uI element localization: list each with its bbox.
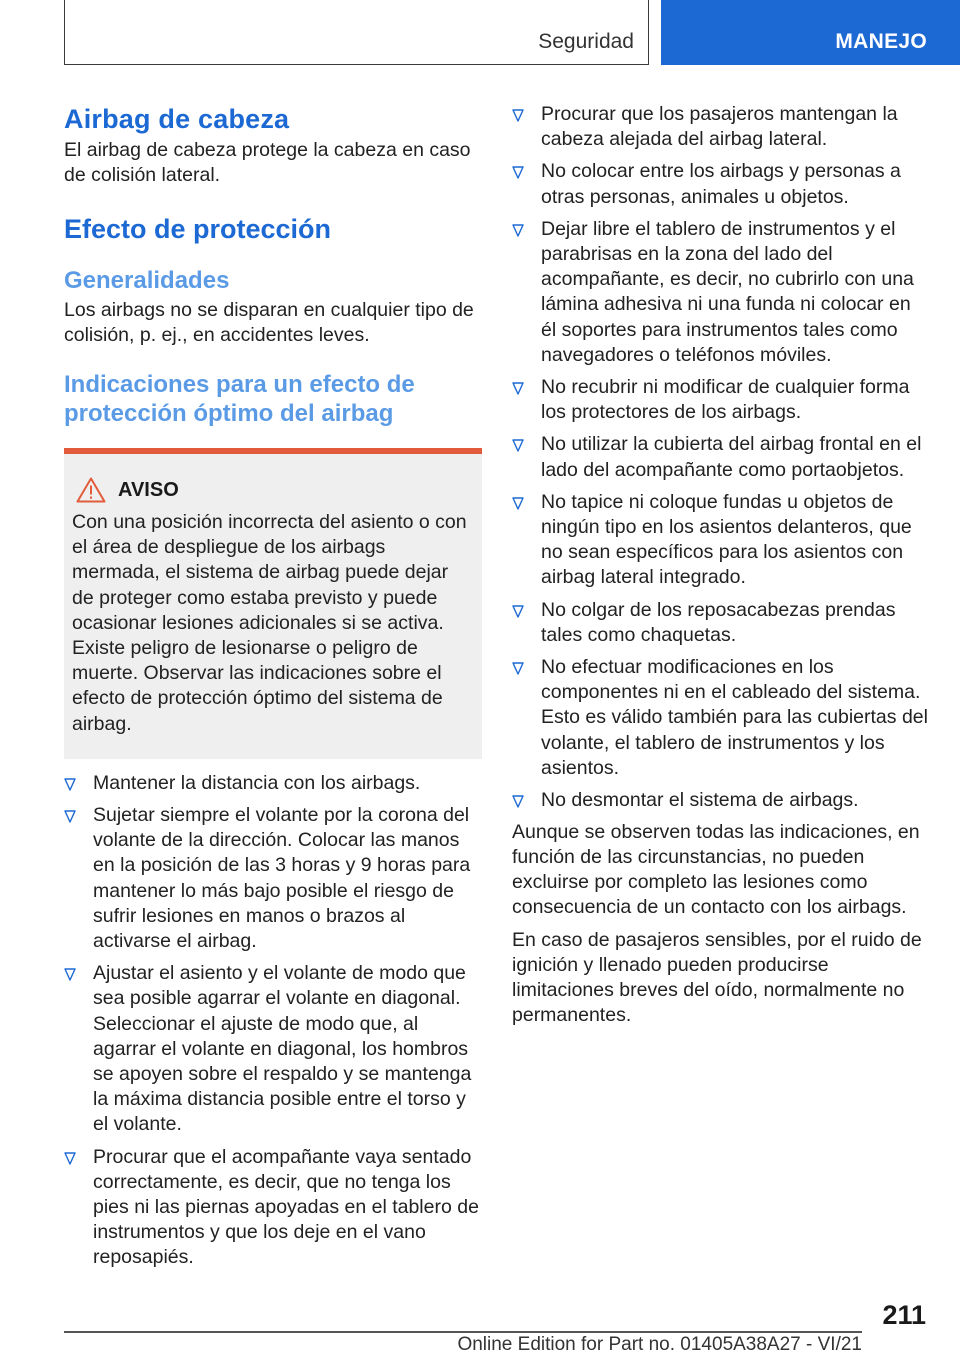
- list-item: No efectuar modificaciones en los componentes ni en el cableado del sistema. Esto es válido también para las cubiertas del volante, el tablero de instrumentos y los asientos.: [512, 655, 930, 781]
- list-item: Dejar libre el tablero de instrumentos y el parabrisas en la zona del lado del acompañante, es decir, no cubrirlo con una lámina adhesiva ni una funda ni colocar en él soportes para instrumentos tales como navegadores o teléfonos móviles.: [512, 217, 930, 368]
- triangle-bullet-icon: [512, 382, 524, 395]
- header-section-label: Seguridad: [538, 30, 634, 53]
- triangle-bullet-icon: [512, 166, 524, 179]
- triangle-bullet-icon: [512, 662, 524, 675]
- header-chapter-label: MANEJO: [835, 30, 927, 53]
- left-bullet-list: [64, 771, 482, 1271]
- section-title: Efecto de protección: [64, 214, 332, 244]
- triangle-bullet-icon: [512, 439, 524, 452]
- list-item: No desmontar el sistema de airbags.: [512, 788, 930, 813]
- triangle-bullet-icon: [64, 778, 76, 791]
- warning-title: AVISO: [118, 478, 179, 501]
- warning-box: [64, 454, 482, 759]
- subsection-title-general: Generalidades: [64, 267, 230, 294]
- list-item: Procurar que el acompañante vaya sentado correctamente, es decir, que no tenga los pies ni las piernas apoyadas en el tablero de instrumentos y que los deje en el vano reposapiés.: [64, 1145, 482, 1271]
- intro-paragraph: El airbag de cabeza protege la cabeza en caso de colisión lateral.: [64, 139, 471, 186]
- warning-triangle-icon: [76, 477, 106, 503]
- warning-text: Con una posición incorrecta del asiento o con el área de despliegue de los airbags mermada, el sistema de airbag puede dejar de proteger como estaba previsto y puede ocasionar lesiones adicionales si se activa. Existe peligro de lesionarse o peligro de muerte. Observar las indicaciones sobre el efecto de protección óptimo del sistema de airbag.: [72, 511, 467, 735]
- list-item: Ajustar el asiento y el volante de modo que sea posible agarrar el volante en diagonal. Seleccionar el ajuste de modo que, al agarrar el volante en diagonal, los hombros se apoyen sobre el respaldo y se mantenga la máxima distancia posible entre el torso y el volante.: [64, 961, 482, 1137]
- footer-rule: [64, 1331, 862, 1333]
- triangle-bullet-icon: [512, 109, 524, 122]
- triangle-bullet-icon: [64, 1152, 76, 1165]
- triangle-bullet-icon: [512, 795, 524, 808]
- subsection-title-indications: Indicaciones para un efecto de protección óptimo del airbag: [64, 371, 415, 427]
- closing-paragraph-1: Aunque se observen todas las indicaciones, en función de las circunstancias, no pueden excluirse por completo las lesiones como consecuencia de un contacto con los airbags.: [512, 821, 920, 919]
- triangle-bullet-icon: [64, 810, 76, 823]
- general-paragraph: Los airbags no se disparan en cualquier tipo de colisión, p. ej., en accidentes leves.: [64, 299, 474, 346]
- list-item: No utilizar la cubierta del airbag frontal en el lado del acompañante como portaobjetos.: [512, 432, 930, 482]
- left-column: [64, 102, 482, 1278]
- header-chapter-tab[interactable]: [661, 0, 960, 65]
- list-item: Sujetar siempre el volante por la corona del volante de la dirección. Colocar las manos en la posición de las 3 horas y 9 horas para mantener lo más bajo posible el riesgo de sufrir lesiones en manos o brazos al activarse el airbag.: [64, 803, 482, 954]
- triangle-bullet-icon: [512, 605, 524, 618]
- right-column: [512, 102, 930, 1028]
- triangle-bullet-icon: [512, 224, 524, 237]
- triangle-bullet-icon: [512, 497, 524, 510]
- list-item: No colocar entre los airbags y personas a otras personas, animales u objetos.: [512, 159, 930, 209]
- warning-header: [72, 474, 474, 506]
- page-title: Airbag de cabeza: [64, 104, 290, 134]
- list-item: Mantener la distancia con los airbags.: [64, 771, 482, 796]
- header-section-box: [64, 0, 649, 65]
- page-number: 211: [882, 1300, 926, 1330]
- list-item: No colgar de los reposacabezas prendas tales como chaquetas.: [512, 598, 930, 648]
- right-bullet-list: [512, 102, 930, 813]
- triangle-bullet-icon: [64, 968, 76, 981]
- list-item: No recubrir ni modificar de cualquier forma los protectores de los airbags.: [512, 375, 930, 425]
- list-item: Procurar que los pasajeros mantengan la cabeza alejada del airbag lateral.: [512, 102, 930, 152]
- footer-edition: Online Edition for Part no. 01405A38A27 - VI/21: [457, 1334, 862, 1355]
- closing-paragraph-2: En caso de pasajeros sensibles, por el ruido de ignición y llenado pueden producirse limitaciones breves del oído, normalmente no permanentes.: [512, 929, 922, 1027]
- list-item: No tapice ni coloque fundas u objetos de ningún tipo en los asientos delanteros, que no sean específicos para los asientos con airbag lateral integrado.: [512, 490, 930, 591]
